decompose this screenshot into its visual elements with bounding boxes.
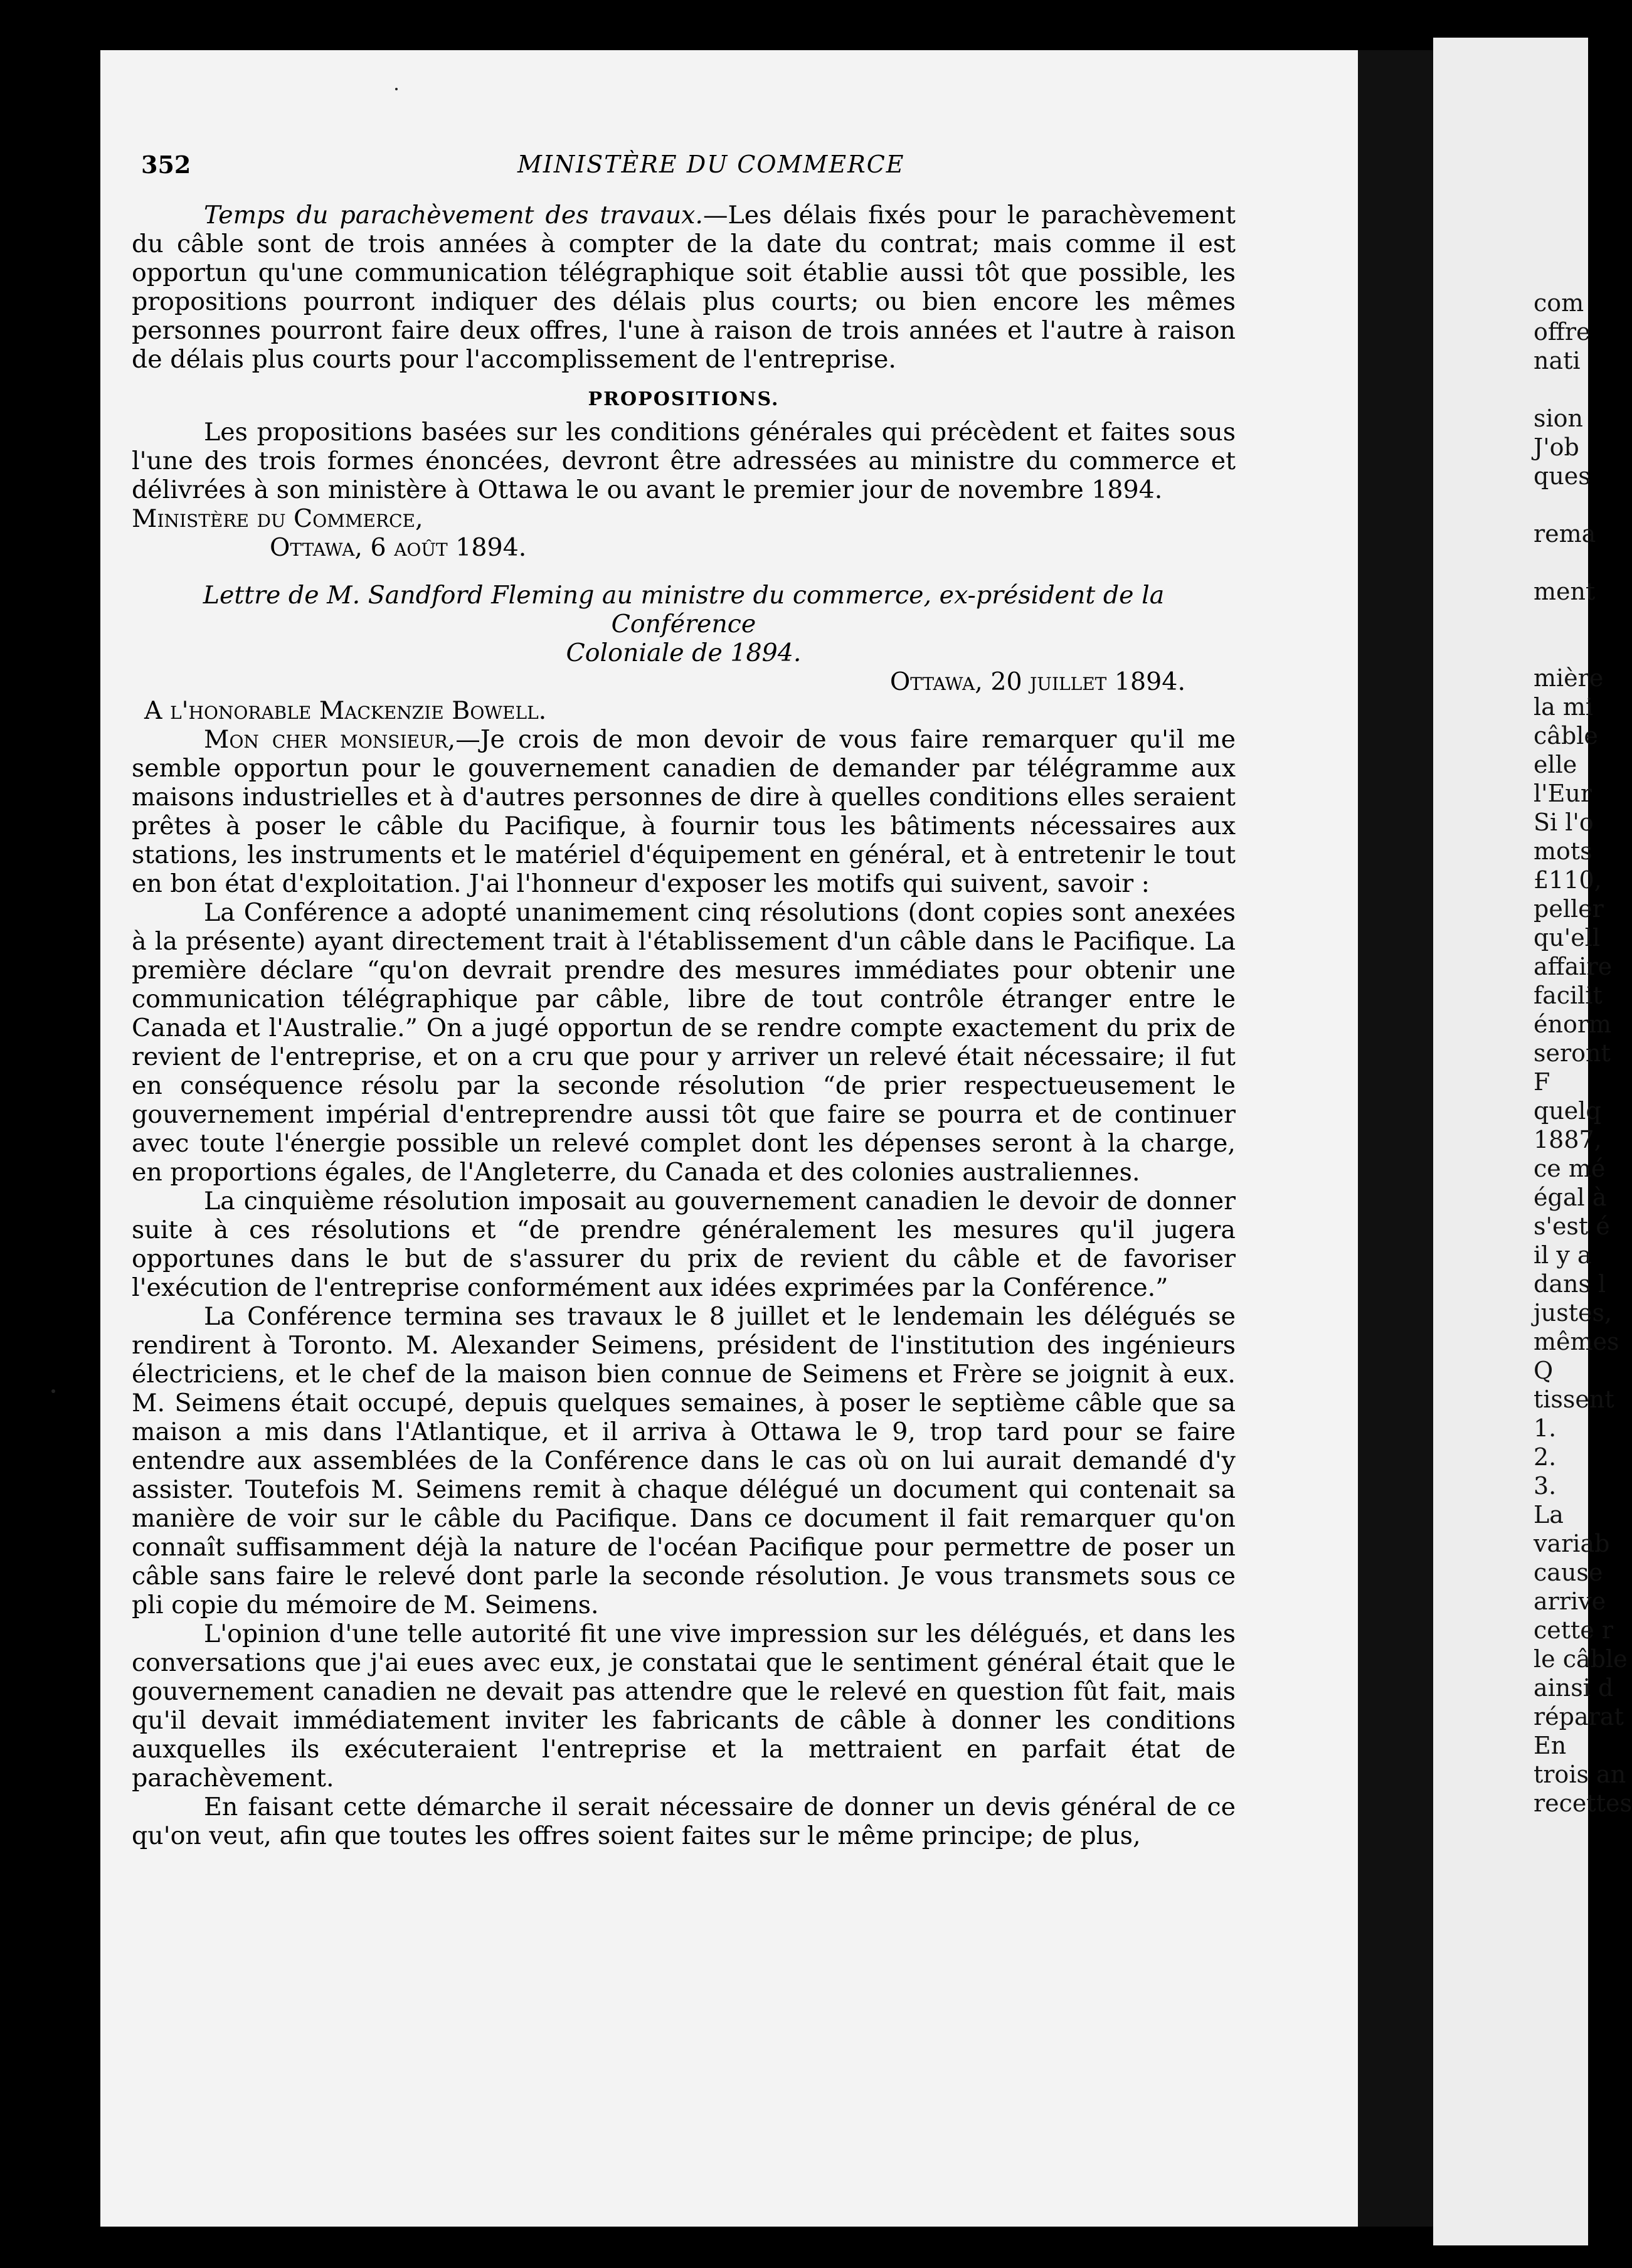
ministere-signature: Ministère du Commerce, xyxy=(132,504,423,533)
paragraph-3: La cinquième résolution imposait au gouvernement canadien le devoir de donner suite à ces résolutions et “de prendre généralement les mesures qu'il jugera opportunes dans le but de s'assurer du prix de revient du câble et de favoriser l'exécution de l'entreprise conformément aux idées exprimées par la Conférence.” xyxy=(132,1187,1236,1302)
facing-page-line: cette r xyxy=(1534,1616,1614,1644)
facing-page-line: variab xyxy=(1534,1530,1610,1557)
facing-page-line: énorm xyxy=(1534,1010,1612,1038)
facing-page-line: 3. xyxy=(1534,1472,1557,1500)
facing-page-line: égal à xyxy=(1534,1184,1607,1211)
facing-page-line: sion xyxy=(1534,405,1584,432)
facing-page-line: trois an xyxy=(1534,1761,1626,1788)
facing-page-line: J'ob xyxy=(1534,433,1579,461)
facing-page-line xyxy=(1433,606,1632,635)
facing-page-line: En xyxy=(1534,1732,1567,1759)
paragraph-temps xyxy=(132,201,1236,374)
facing-page-line: ce mé xyxy=(1534,1155,1606,1182)
ottawa-date-1: Ottawa, 6 août 1894. xyxy=(270,533,527,562)
facing-page-line: ainsi d xyxy=(1534,1674,1614,1702)
facing-page-line: arrive xyxy=(1534,1587,1606,1615)
facing-page-line: cause xyxy=(1534,1559,1603,1586)
facing-page-line: qu'ell xyxy=(1534,924,1601,951)
paragraph-propositions: Les propositions basées sur les conditions générales qui précèdent et faites sous l'une des trois formes énoncées, devront être adressées au ministre du commerce et délivrées à son ministère à Ottawa le ou avant le premier jour de novembre 1894. xyxy=(132,418,1236,504)
facing-page-line: justes, xyxy=(1534,1299,1613,1327)
running-head: MINISTÈRE DU COMMERCE xyxy=(517,151,905,178)
facing-page xyxy=(1433,38,1632,2245)
salutation: Mon cher monsieur, xyxy=(204,725,456,754)
scan-speck xyxy=(51,1389,55,1393)
paragraph-1 xyxy=(132,725,1236,898)
temps-label: Temps du parachèvement des travaux. xyxy=(204,201,703,230)
facing-page-line: réparat xyxy=(1534,1703,1624,1730)
facing-page-line: mêmes xyxy=(1534,1328,1619,1355)
page-gutter xyxy=(1358,50,1433,2227)
facing-page-line: tissent xyxy=(1534,1386,1614,1413)
facing-page-line: il y a xyxy=(1534,1241,1592,1269)
facing-page-line: rema xyxy=(1534,520,1596,548)
facing-page-line: Si l'o xyxy=(1534,808,1594,836)
facing-page-line: com xyxy=(1534,289,1584,317)
facing-page-line: quelq xyxy=(1534,1097,1601,1125)
facing-page-line: 1. xyxy=(1534,1414,1557,1442)
letter-address: A l'honorable Mackenzie Bowell. xyxy=(144,696,547,725)
propositions-heading: PROPOSITIONS. xyxy=(588,388,780,410)
facing-page-line: le câble xyxy=(1534,1645,1628,1673)
facing-page-line: offre xyxy=(1534,318,1591,346)
facing-page-line: affaire xyxy=(1534,953,1613,980)
facing-page-line: La xyxy=(1534,1501,1564,1529)
facing-page-line xyxy=(1433,635,1632,664)
page-number: 352 xyxy=(141,151,191,179)
page-header xyxy=(141,151,1333,194)
page-body xyxy=(132,201,1236,1850)
facing-page-line: l'Eur xyxy=(1534,780,1592,807)
paragraph-6: En faisant cette démarche il serait nécessaire de donner un devis général de ce qu'on veut, afin que toutes les offres soient faites sur le même principe; de plus, xyxy=(132,1793,1236,1850)
letter-title-line-2: Coloniale de 1894. xyxy=(566,639,802,667)
facing-page-line: mots xyxy=(1534,837,1592,865)
facing-page-line: dans l xyxy=(1534,1270,1606,1298)
facing-page-line: ment xyxy=(1534,578,1596,605)
scan-speck xyxy=(395,88,398,90)
facing-page-line: nati xyxy=(1534,347,1581,374)
facing-page-line xyxy=(1433,375,1632,404)
facing-page-line: la mi xyxy=(1534,693,1594,721)
facing-page-line: recettes xyxy=(1534,1789,1632,1817)
facing-page-line: seront xyxy=(1534,1039,1611,1067)
facing-page-line xyxy=(1433,548,1632,577)
facing-page-line: 1887, xyxy=(1534,1126,1602,1153)
facing-page-line: elle xyxy=(1534,751,1577,778)
letter-title-line-1: Lettre de M. Sandford Fleming au ministre du commerce, ex-président de la Conférence xyxy=(203,581,1165,639)
facing-page-lines xyxy=(1433,289,1632,1818)
facing-page-line: facilit xyxy=(1534,982,1603,1009)
ottawa-date-2: Ottawa, 20 juillet 1894. xyxy=(889,667,1185,696)
facing-page-line: Q xyxy=(1534,1357,1554,1384)
paragraph-1-text: —Je crois de mon devoir de vous faire remarquer qu'il me semble opportun pour le gouvernement canadien de demander par télégramme aux maisons industrielles et à d'autres personnes de dire à quelles conditions elles seraient prêtes à poser le câble du Pacifique, à fournir tous les bâtiments nécessaires aux stations, les instruments et le matériel d'équipement en général, et à entretenir le tout en bon état d'exploitation. J'ai l'honneur d'exposer les motifs qui suivent, savoir : xyxy=(132,725,1236,898)
facing-page-line: £110, xyxy=(1534,866,1602,894)
paragraph-2: La Conférence a adopté unanimement cinq résolutions (dont copies sont anexées à la présente) ayant directement trait à l'établissement d'un câble dans le Pacifique. La première déclare “qu'on devrait prendre des mesures immédiates pour obtenir une communication télégraphique par câble, libre de tout contrôle étranger entre le Canada et l'Australie.” On a jugé opportun de se rendre compte exactement du prix de revient de l'entreprise, et on a cru que pour y arriver un relevé était nécessaire; il fut en conséquence résolu par la seconde résolution “de prier respectueusement le gouvernement impérial d'entreprendre aussi tôt que faire se pourra et de continuer avec toute l'énergie possible un relevé complet dont les dépenses seront à la charge, en proportions égales, de l'Angleterre, du Canada et des colonies australiennes. xyxy=(132,898,1236,1187)
paragraph-4: La Conférence termina ses travaux le 8 juillet et le lendemain les délégués se rendirent à Toronto. M. Alexander Seimens, président de l'institution des ingénieurs électriciens, et le chef de la maison bien connue de Seimens et Frère se joignit à eux. M. Seimens était occupé, depuis quelques semaines, à poser le septième câble que sa maison a mis dans l'Atlantique, et il arriva à Ottawa le 9, trop tard pour se faire entendre aux assemblées de la Conférence dans le cas où on lui aurait demandé d'y assister. Toutefois M. Seimens remit à chaque délégué un document qui contenait sa manière de voir sur le câble du Pacifique. Dans ce document il fait remarquer qu'on connaît suffisamment déjà la nature de l'océan Pacifique pour permettre de poser un câble sans faire le relevé dont parle la seconde résolution. Je vous transmets sous ce pli copie du mémoire de M. Seimens. xyxy=(132,1302,1236,1619)
facing-page-line: câble xyxy=(1534,722,1598,750)
facing-page-line xyxy=(1433,490,1632,519)
facing-page-line: mière xyxy=(1534,664,1604,692)
temps-text: —Les délais fixés pour le parachèvement du câble sont de trois années à compter de la date du contrat; mais comme il est opportun qu'une communication télégraphique soit établie aussi tôt que possible, les propositions pourront indiquer des délais plus courts; ou bien encore les mêmes personnes pourront faire deux offres, l'une à raison de trois années et l'autre à raison de délais plus courts pour l'accomplissement de l'entreprise. xyxy=(132,201,1236,374)
facing-page-line: peller xyxy=(1534,895,1604,923)
facing-page-line: F xyxy=(1534,1068,1550,1096)
facing-page-line: ques xyxy=(1534,462,1591,490)
facing-page-line: 2. xyxy=(1534,1443,1557,1471)
paragraph-5: L'opinion d'une telle autorité fit une vive impression sur les délégués, et dans les conversations que j'ai eues avec eux, je constatai que le sentiment général était que le gouvernement canadien ne devait pas attendre que le relevé en question fût fait, mais qu'il devait immédiatement inviter les fabricants de câble à donner les conditions auxquelles ils exécuteraient l'entreprise et la mettraient en parfait état de parachèvement. xyxy=(132,1619,1236,1793)
facing-page-line: s'est é xyxy=(1534,1212,1610,1240)
